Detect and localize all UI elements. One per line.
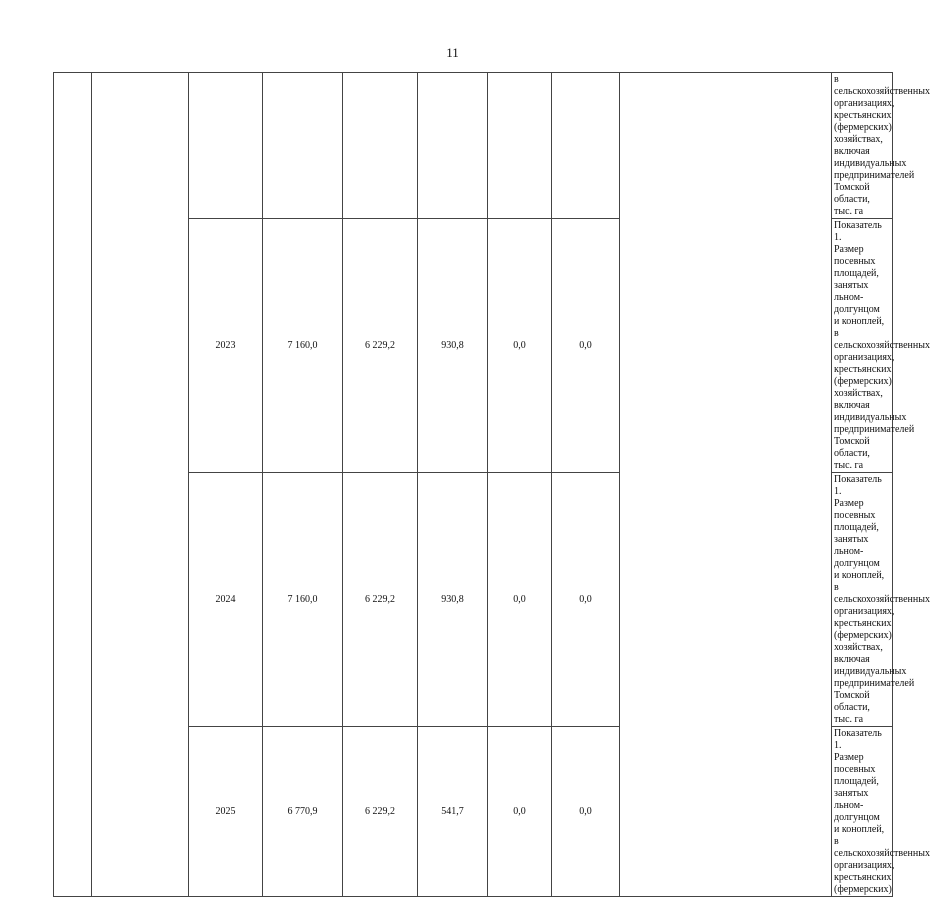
local-budget-cell [488,73,552,219]
regional-budget-cell [418,73,488,219]
program-table [53,72,930,897]
regional-budget-cell: 541,7 [418,727,488,897]
local-budget-cell: 0,0 [488,727,552,897]
indicator-cell: Показатель 1. Размер посевных площадей, занятых льном-долгунцом и коноплей, в сельскохозяйственных организациях, крестьянских (фермерских) хозяйствах, включая индивидуальных предпринимателей Томской области, тыс. га [832,219,893,473]
indicator-cell: в сельскохозяйственных организациях, крестьянских (фермерских) хозяйствах, включая индивидуальных предпринимателей Томской области, тыс. га [832,73,893,219]
year-cell: 2025 [189,727,263,897]
total-cell: 6 770,9 [263,727,343,897]
federal-budget-cell: 6 229,2 [343,727,418,897]
table-row [54,73,893,219]
other-sources-cell: 0,0 [552,727,620,897]
page-number: 11 [446,45,459,60]
regional-budget-cell: 930,8 [418,219,488,473]
other-sources-cell [552,73,620,219]
other-sources-cell: 0,0 [552,219,620,473]
total-cell [263,73,343,219]
regional-budget-cell: 930,8 [418,473,488,727]
indicator-cell: Показатель 1. Размер посевных площадей, занятых льном-долгунцом и коноплей, в сельскохозяйственных организациях, крестьянских (фермерских) [832,727,893,897]
federal-budget-cell [343,73,418,219]
total-cell: 7 160,0 [263,473,343,727]
indicator-cell: Показатель 1. Размер посевных площадей, занятых льном-долгунцом и коноплей, в сельскохозяйственных организациях, крестьянских (фермерских) хозяйствах, включая индивидуальных предпринимателей Томской области, тыс. га [832,473,893,727]
event-name-cell [92,73,189,897]
total-cell: 7 160,0 [263,219,343,473]
year-cell: 2023 [189,219,263,473]
federal-budget-cell: 6 229,2 [343,473,418,727]
other-sources-cell: 0,0 [552,473,620,727]
executor-cell [620,73,832,897]
year-cell: 2024 [189,473,263,727]
year-cell [189,73,263,219]
federal-budget-cell: 6 229,2 [343,219,418,473]
local-budget-cell: 0,0 [488,219,552,473]
index-cell [54,73,92,897]
local-budget-cell: 0,0 [488,473,552,727]
